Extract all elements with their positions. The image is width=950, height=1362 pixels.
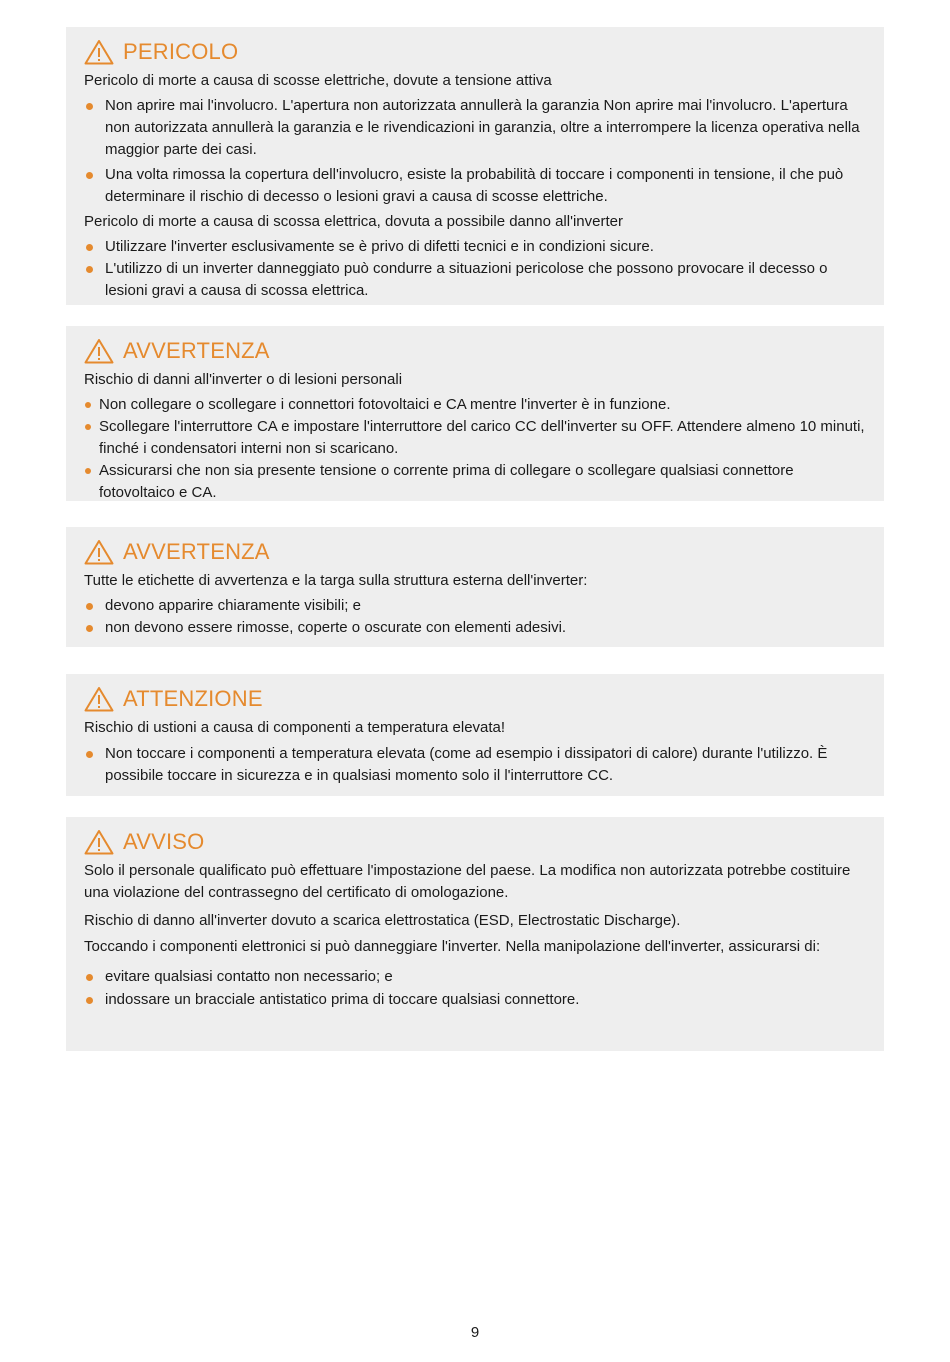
bullet-icon bbox=[86, 997, 93, 1004]
bullet-icon bbox=[86, 103, 93, 110]
panel-title: AVVISO bbox=[123, 829, 205, 854]
bullet-icon bbox=[86, 244, 93, 251]
danger-panel bbox=[66, 27, 884, 305]
panel-paragraph: Rischio di ustioni a causa di componenti a temperatura elevata! bbox=[84, 719, 506, 736]
caution-panel bbox=[66, 674, 884, 796]
warning-triangle-icon bbox=[84, 686, 114, 712]
bullet-icon bbox=[85, 468, 91, 474]
panel-paragraph: Pericolo di morte a causa di scosse elettriche, dovute a tensione attiva bbox=[84, 72, 552, 89]
list-item: Assicurarsi che non sia presente tensione o corrente prima di collegare o scollegare qualsiasi connettore fotovoltaico e CA. bbox=[84, 460, 868, 504]
page-number: 9 bbox=[470, 1324, 480, 1341]
bullet-icon bbox=[86, 266, 93, 273]
bullet-icon bbox=[85, 402, 91, 408]
panel-paragraph: Rischio di danno all'inverter dovuto a scarica elettrostatica (ESD, Electrostatic Discharge). bbox=[84, 912, 681, 929]
panel-paragraph: Toccando i componenti elettronici si può danneggiare l'inverter. Nella manipolazione dell'inverter, assicurarsi di: bbox=[84, 938, 821, 955]
list-item: Non toccare i componenti a temperatura elevata (come ad esempio i dissipatori di calore) durante l'utilizzo. È possibile toccare in sicurezza e in qualsiasi momento solo il l'interruttore CC. bbox=[84, 743, 868, 787]
bullet-icon bbox=[86, 172, 93, 179]
warning-triangle-icon bbox=[84, 39, 114, 65]
bullet-icon bbox=[86, 974, 93, 981]
panel-paragraph: Pericolo di morte a causa di scossa elettrica, dovuta a possibile danno all'inverter bbox=[84, 213, 623, 230]
list-item: Non collegare o scollegare i connettori fotovoltaici e CA mentre l'inverter è in funzione. bbox=[84, 394, 868, 416]
panel-title: AVVERTENZA bbox=[123, 539, 270, 564]
list-item: evitare qualsiasi contatto non necessario; e bbox=[84, 966, 868, 988]
panel-title: PERICOLO bbox=[123, 39, 239, 64]
list-item: Non aprire mai l'involucro. L'apertura non autorizzata annullerà la garanzia Non aprire mai l'involucro. L'apertura non autorizzata annullerà la garanzia e le rivendicazioni in garanzia, oltre a interrompere la licenza operativa nella maggior parte dei casi. bbox=[84, 95, 868, 161]
list-item: Una volta rimossa la copertura dell'involucro, esiste la probabilità di toccare i componenti in tensione, il che può determinare il rischio di decesso o lesioni gravi a causa di scosse elettriche. bbox=[84, 164, 868, 208]
list-item: indossare un bracciale antistatico prima di toccare qualsiasi connettore. bbox=[84, 989, 868, 1011]
list-item: devono apparire chiaramente visibili; e bbox=[84, 595, 868, 617]
list-item: Scollegare l'interruttore CA e impostare l'interruttore del carico CC dell'inverter su OFF. Attendere almeno 10 minuti, finché i condensatori interni non si scaricano. bbox=[84, 416, 868, 460]
panel-title: AVVERTENZA bbox=[123, 338, 270, 363]
list-item: non devono essere rimosse, coperte o oscurate con elementi adesivi. bbox=[84, 617, 868, 639]
bullet-icon bbox=[86, 625, 93, 632]
warning-triangle-icon bbox=[84, 338, 114, 364]
bullet-icon bbox=[86, 751, 93, 758]
bullet-icon bbox=[85, 424, 91, 430]
list-item: Utilizzare l'inverter esclusivamente se è privo di difetti tecnici e in condizioni sicure. bbox=[84, 236, 868, 258]
panel-title: ATTENZIONE bbox=[123, 686, 263, 711]
warning-panel bbox=[66, 527, 884, 647]
notice-panel bbox=[66, 817, 884, 1051]
panel-paragraph: Rischio di danni all'inverter o di lesioni personali bbox=[84, 371, 403, 388]
warning-panel bbox=[66, 326, 884, 501]
warning-triangle-icon bbox=[84, 539, 114, 565]
panel-paragraph: Solo il personale qualificato può effettuare l'impostazione del paese. La modifica non autorizzata potrebbe costituire una violazione del contrassegno del certificato di omologazione. bbox=[84, 862, 851, 901]
bullet-icon bbox=[86, 603, 93, 610]
panel-paragraph: Tutte le etichette di avvertenza e la targa sulla struttura esterna dell'inverter: bbox=[84, 572, 588, 589]
list-item: L'utilizzo di un inverter danneggiato può condurre a situazioni pericolose che possono provocare il decesso o lesioni gravi a causa di scossa elettrica. bbox=[84, 258, 868, 302]
warning-triangle-icon bbox=[84, 829, 114, 855]
